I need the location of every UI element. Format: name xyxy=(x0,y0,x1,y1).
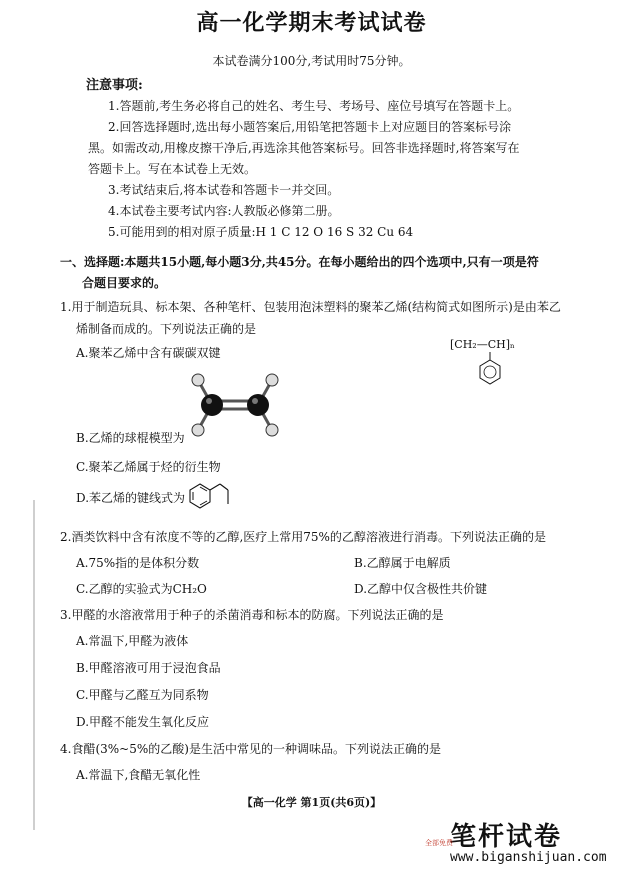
watermark-brand: 笔杆试卷 xyxy=(450,822,563,852)
notice-item: 2.回答选择题时,选出每小题答案后,用铅笔把答题卡上对应题目的答案标号涂 xyxy=(108,120,512,134)
polystyrene-structure xyxy=(470,352,510,390)
q3-option-a: A.常温下,甲醛为液体 xyxy=(76,634,189,648)
q1-option-b: B.乙烯的球棍模型为 xyxy=(76,431,185,445)
question-2-stem: 2.酒类饮料中含有浓度不等的乙醇,医疗上常用75%的乙醇溶液进行消毒。下列说法正确的是 xyxy=(60,530,546,544)
watermark-url: www.biganshijuan.com xyxy=(450,850,607,865)
styrene-skeletal-formula xyxy=(186,480,232,514)
q4-option-a: A.常温下,食醋无氧化性 xyxy=(76,768,201,782)
polystyrene-formula: [CH₂—CH]ₙ xyxy=(450,338,515,351)
notice-item: 4.本试卷主要考试内容:人教版必修第二册。 xyxy=(108,204,340,218)
exam-info: 本试卷满分100分,考试用时75分钟。 xyxy=(212,54,411,68)
q2-option-c: C.乙醇的实验式为CH₂O xyxy=(76,582,207,596)
page-title: 高一化学期末考试试卷 xyxy=(196,10,427,36)
ethylene-ball-stick-model xyxy=(180,370,290,440)
notice-item: 1.答题前,考生务必将自己的姓名、考生号、考场号、座位号填写在答题卡上。 xyxy=(108,99,520,113)
q3-option-c: C.甲醛与乙醛互为同系物 xyxy=(76,688,209,702)
q3-option-b: B.甲醛溶液可用于浸泡食品 xyxy=(76,661,221,675)
question-1-stem-cont: 烯制备而成的。下列说法正确的是 xyxy=(76,322,257,336)
q3-option-d: D.甲醛不能发生氧化反应 xyxy=(76,715,210,729)
section-heading: 一、选择题:本题共15小题,每小题3分,共45分。在每小题给出的四个选项中,只有一项是符 xyxy=(60,255,539,269)
section-heading-cont: 合题目要求的。 xyxy=(82,276,167,290)
q1-option-d: D.苯乙烯的键线式为 xyxy=(76,491,186,505)
watermark-tag: 全部免费 xyxy=(425,839,453,847)
question-1-stem: 1.用于制造玩具、标本架、各种笔杆、包装用泡沫塑料的聚苯乙烯(结构简式如图所示)是由苯乙 xyxy=(60,300,561,314)
question-4-stem: 4.食醋(3%~5%的乙酸)是生活中常见的一种调味品。下列说法正确的是 xyxy=(60,742,441,756)
notice-item: 5.可能用到的相对原子质量:H 1 C 12 O 16 S 32 Cu 64 xyxy=(108,225,414,239)
page-footer: 【高一化学 第1页(共6页)】 xyxy=(241,796,382,809)
question-3-stem: 3.甲醛的水溶液常用于种子的杀菌消毒和标本的防腐。下列说法正确的是 xyxy=(60,608,444,622)
notice-item: 黑。如需改动,用橡皮擦干净后,再选涂其他答案标号。回答非选择题时,将答案写在 xyxy=(88,141,520,155)
scan-edge-line xyxy=(33,500,35,830)
notice-item: 答题卡上。写在本试卷上无效。 xyxy=(88,162,257,176)
q2-option-a: A.75%指的是体积分数 xyxy=(76,556,200,570)
q1-option-c: C.聚苯乙烯属于烃的衍生物 xyxy=(76,460,221,474)
notice-item: 3.考试结束后,将本试卷和答题卡一并交回。 xyxy=(108,183,340,197)
q2-option-d: D.乙醇中仅含极性共价键 xyxy=(354,582,488,596)
notice-heading: 注意事项: xyxy=(86,78,143,93)
q2-option-b: B.乙醇属于电解质 xyxy=(354,556,451,570)
q1-option-a: A.聚苯乙烯中含有碳碳双键 xyxy=(76,346,221,360)
